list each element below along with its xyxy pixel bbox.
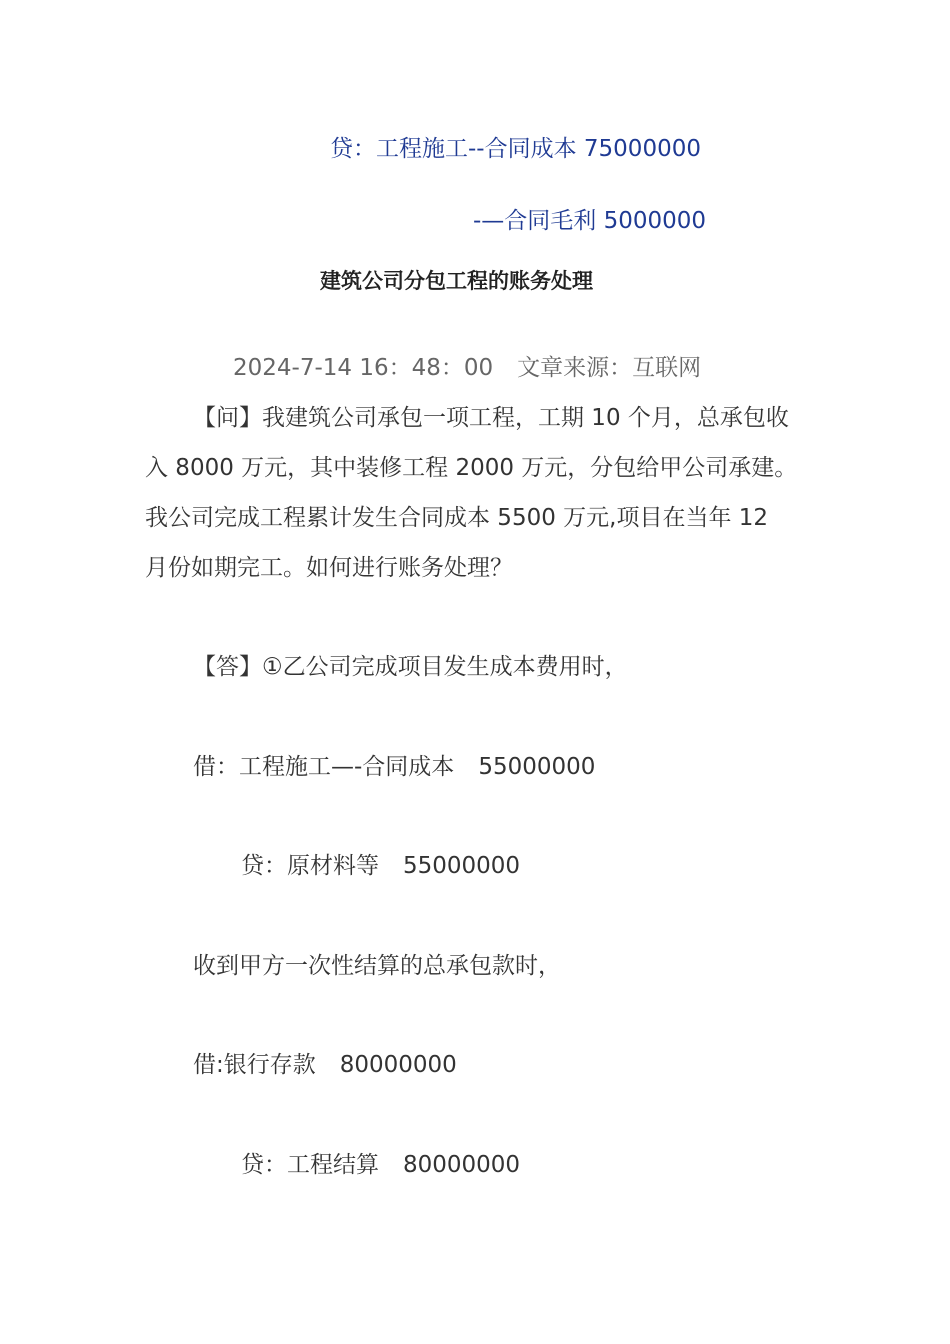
question-line-4: 月份如期完工。如何进行账务处理？ <box>145 555 513 581</box>
credit-materials-entry <box>241 851 520 881</box>
article-date: 2024-7-14 16：48：00 <box>233 355 494 381</box>
debit-bank-entry <box>193 1050 457 1080</box>
question-line-3: 我公司完成工程累计发生合同成本 5500 万元,项目在当年 12 <box>145 505 769 531</box>
debit-construction-entry <box>193 752 595 782</box>
credit-settlement-entry <box>241 1150 520 1180</box>
answer-intro: 【答】①乙公司完成项目发生成本费用时， <box>193 654 628 680</box>
credit-settlement-account: 贷：工程结算 <box>241 1152 379 1178</box>
credit-materials-amount: 55000000 <box>403 853 521 879</box>
question-line-2: 入 8000 万元，其中装修工程 2000 万元，分包给甲公司承建。 <box>145 455 798 481</box>
credit-settlement-amount: 80000000 <box>403 1152 521 1178</box>
contract-gross-margin-line: -—合同毛利 5000000 <box>473 208 707 234</box>
question-line-1: 【问】我建筑公司承包一项工程，工期 10 个月，总承包收 <box>193 405 789 431</box>
article-source: 文章来源：互联网 <box>517 355 702 381</box>
debit-construction-amount: 55000000 <box>478 754 596 780</box>
credit-contract-cost-line: 贷：工程施工--合同成本 75000000 <box>330 136 701 162</box>
debit-bank-account: 借:银行存款 <box>193 1052 316 1078</box>
debit-construction-account: 借：工程施工—-合同成本 <box>193 754 455 780</box>
receipt-note: 收到甲方一次性结算的总承包款时， <box>193 953 561 979</box>
article-title: 建筑公司分包工程的账务处理 <box>320 269 593 293</box>
credit-materials-account: 贷：原材料等 <box>241 853 379 879</box>
article-meta <box>233 353 701 383</box>
debit-bank-amount: 80000000 <box>339 1052 457 1078</box>
